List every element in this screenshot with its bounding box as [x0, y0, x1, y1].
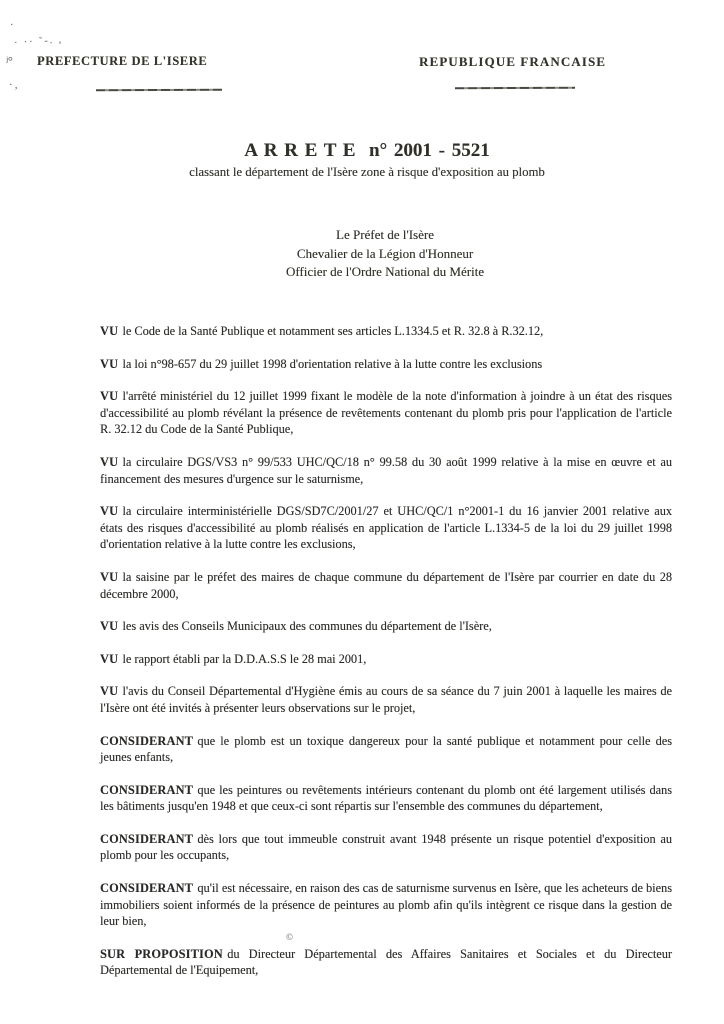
- decree-paragraph: [100, 831, 672, 864]
- paragraph-text: dès lors que tout immeuble construit avant 1948 présente un risque potentiel d'exposition au plomb pour les occupants,: [100, 831, 672, 863]
- scan-noise-mark: ʲ°: [6, 54, 13, 68]
- paragraph-lead: VU: [100, 389, 119, 404]
- paragraph-text: la circulaire DGS/VS3 n° 99/533 UHC/QC/18 n° 99.58 du 30 août 1999 relative à la mise en œuvre et au financement des mesures d'urgence sur le saturnisme,: [100, 454, 672, 486]
- scan-noise-mark: ·: [10, 20, 14, 31]
- paragraph-lead: CONSIDERANT: [100, 831, 194, 846]
- decree-paragraph: [100, 388, 672, 438]
- decree-paragraph: [100, 323, 672, 340]
- paragraph-lead: VU: [100, 324, 119, 338]
- paragraph-lead: VU: [100, 651, 119, 666]
- paragraph-lead: VU: [100, 504, 119, 519]
- paragraph-lead: VU: [100, 356, 119, 371]
- issuer-line: Le Préfet de l'Isère: [336, 227, 434, 242]
- decree-paragraph: [100, 683, 672, 716]
- decree-paragraph: [100, 618, 672, 635]
- decree-paragraph: [100, 569, 672, 602]
- decree-paragraph: [100, 651, 672, 668]
- decree-paragraph: [100, 356, 672, 373]
- issuer-block: [0, 226, 724, 282]
- paragraph-text: le Code de la Santé Publique et notamment ses articles L.1334.5 et R. 32.8 à R.32.12,: [122, 324, 544, 338]
- paragraph-lead: VU: [100, 454, 119, 469]
- decree-subtitle: classant le département de l'Isère zone à risque d'exposition au plomb: [189, 165, 545, 179]
- prefecture-header: PREFECTURE DE L'ISERE: [37, 54, 208, 68]
- issuer-line: Officier de l'Ordre National du Mérite: [285, 264, 485, 279]
- header-rule-left: [96, 89, 222, 92]
- paragraph-text: le rapport établi par la D.D.A.S.S le 28 mai 2001,: [122, 651, 367, 666]
- paragraph-lead: VU: [100, 569, 119, 584]
- paragraph-lead: CONSIDERANT: [100, 733, 194, 748]
- paragraph-text: du Directeur Départemental des Affaires Sanitaires et Sociales et du Directeur Départemental de l'Equipement,: [100, 946, 672, 978]
- paragraph-lead: VU: [100, 684, 119, 699]
- decree-paragraph: [100, 454, 672, 487]
- paragraph-text: la circulaire interministérielle DGS/SD7C/2001/27 et UHC/QC/1 n°2001-1 du 16 janvier 2001 relative aux états des risques d'accessibilité au plomb réalisés en application de l'article L.1334-5 de la loi du 29 juillet 1998 d'orientation relative à la lutte contre les exclusions,: [100, 504, 672, 552]
- decree-paragraph: [100, 880, 672, 930]
- paragraph-lead: SUR PROPOSITION: [100, 946, 223, 961]
- paragraph-lead: CONSIDERANT: [100, 782, 194, 797]
- scan-noise-mark: · ,: [9, 80, 18, 91]
- paragraph-lead: VU: [100, 619, 119, 634]
- paragraph-text: que les peintures ou revêtements intérieurs contenant du plomb ont été largement utilisés dans les bâtiments jusqu'en 1948 et que ceux-ci sont répartis sur l'ensemble des communes du département,: [100, 782, 672, 814]
- paragraph-text: que le plomb est un toxique dangereux pour la santé publique et notamment pour celle des jeunes enfants,: [100, 733, 672, 765]
- paragraph-text: qu'il est nécessaire, en raison des cas de saturnisme survenus en Isère, que les acheteurs de biens immobiliers soient informés de la présence de peintures au plomb afin qu'ils intègrent ce risque dans la gestion de leur bien,: [100, 881, 672, 929]
- decree-paragraph: [100, 946, 672, 979]
- decree-paragraph: [100, 733, 672, 766]
- paragraph-text: les avis des Conseils Municipaux des communes du département de l'Isère,: [122, 619, 492, 634]
- paragraph-text: l'avis du Conseil Départemental d'Hygiène émis au cours de sa séance du 7 juin 2001 à laquelle les maires de l'Isère ont été invités à présenter leurs observations sur le projet,: [100, 684, 672, 715]
- title-block: [0, 140, 724, 180]
- paragraph-text: la loi n°98-657 du 29 juillet 1998 d'orientation relative à la lutte contre les exclusions: [122, 356, 543, 371]
- paragraph-lead: CONSIDERANT: [100, 881, 194, 896]
- decree-paragraph: [100, 782, 672, 815]
- decree-body: [100, 323, 672, 995]
- decree-title: A R R E T E n° 2001 - 5521: [244, 140, 490, 161]
- paragraph-text: la saisine par le préfet des maires de chaque commune du département de l'Isère par courrier en date du 28 décembre 2000,: [100, 569, 672, 601]
- issuer-line: Chevalier de la Légion d'Honneur: [296, 245, 474, 261]
- scan-noise-mark: ©: [286, 932, 293, 942]
- scan-noise-mark: · ·· ˜-. ,: [13, 34, 64, 49]
- header-rule-right: [455, 87, 575, 90]
- republique-header: REPUBLIQUE FRANCAISE: [419, 54, 607, 69]
- decree-paragraph: [100, 503, 672, 553]
- paragraph-text: l'arrêté ministériel du 12 juillet 1999 fixant le modèle de la note d'information à joindre à un état des risques d'accessibilité au plomb révélant la présence de revêtements contenant du plomb pris pour l'application de l'article R. 32.12 du Code de la Santé Publique,: [100, 389, 672, 437]
